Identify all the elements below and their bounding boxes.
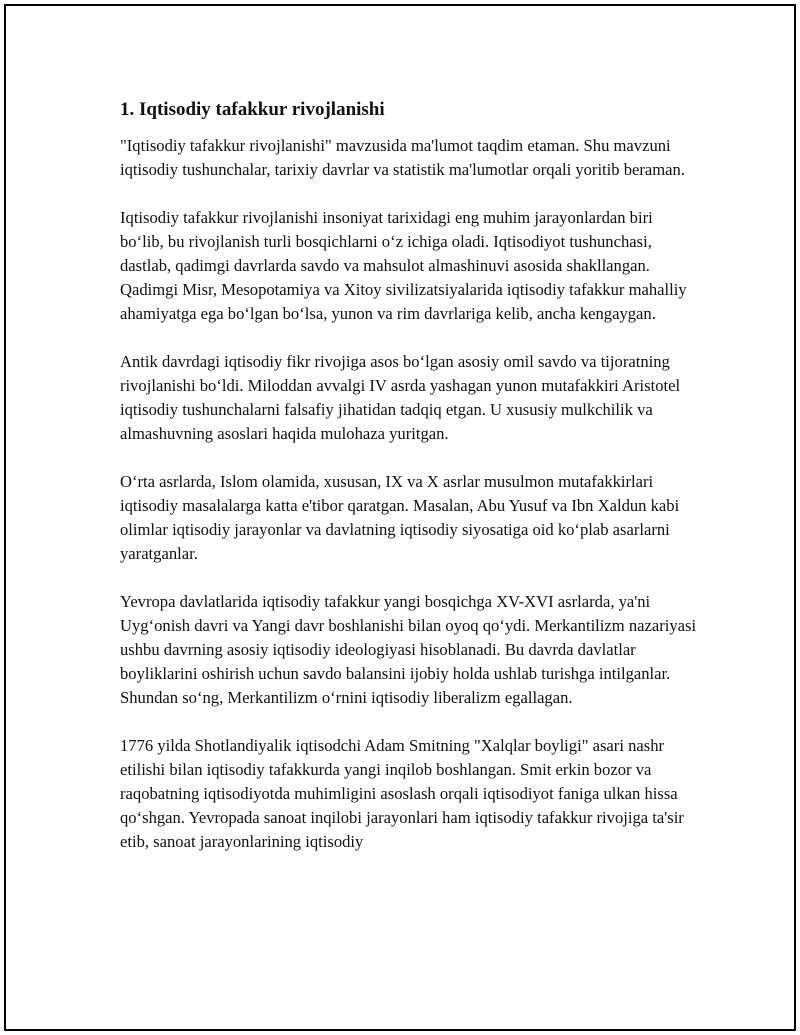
document-page [4,4,796,1031]
paragraph-ancient-history: Iqtisodiy tafakkur rivojlanishi insoniyat tarixidagi eng muhim jarayonlardan biri bo‘lib, bu rivojlanish turli bosqichlarni o‘z ichiga oladi. Iqtisodiyot tushunchasi, dastlab, qadimgi davrlarda savdo va mahsulot almashinuvi asosida shakllangan. Qadimgi Misr, Mesopotamiya va Xitoy sivilizatsiyalarida iqtisodiy tafakkur mahalliy ahamiyatga ega bo‘lgan bo‘lsa, yunon va rim davrlariga kelib, ancha kengaygan. [120,208,687,323]
paragraph-middle-ages: O‘rta asrlarda, Islom olamida, xususan, IX va X asrlar musulmon mutafakkirlari iqtisodiy masalalarga katta e'tibor qaratgan. Masalan, Abu Yusuf va Ibn Xaldun kabi olimlar iqtisodiy jarayonlar va davlatning iqtisodiy siyosatiga oid ko‘plab asarlarni yaratganlar. [120,472,680,563]
section-heading: 1. Iqtisodiy tafakkur rivojlanishi [120,99,385,120]
paragraph-mercantilism: Yevropa davlatlarida iqtisodiy tafakkur yangi bosqichga XV-XVI asrlarda, ya'ni Uyg‘onish davri va Yangi davr boshlanishi bilan oyoq qo‘ydi. Merkantilizm nazariyasi ushbu davrning asosiy iqtisodiy ideologiyasi hisoblanadi. Bu davrda davlatlar boyliklarini oshirish uchun savdo balansini ijobiy holda ushlab turishga intilganlar. Shundan so‘ng, Merkantilizm o‘rnini iqtisodiy liberalizm egallagan. [120,592,697,707]
paragraph-intro: "Iqtisodiy tafakkur rivojlanishi" mavzusida ma'lumot taqdim etaman. Shu mavzuni iqtisodiy tushunchalar, tarixiy davrlar va statistik ma'lumotlar orqali yoritib beraman. [120,136,685,179]
paragraph-adam-smith: 1776 yilda Shotlandiyalik iqtisodchi Adam Smitning "Xalqlar boyligi" asari nashr etilishi bilan iqtisodiy tafakkurda yangi inqilob boshlangan. Smit erkin bozor va raqobatning iqtisodiyotda muhimligini asoslash orqali iqtisodiyot faniga ulkan hissa qo‘shgan. Yevropada sanoat inqilobi jarayonlari ham iqtisodiy tafakkur rivojiga ta'sir etib, sanoat jarayonlarining iqtisodiy [120,736,684,851]
document-body [118,98,698,854]
paragraph-antiquity: Antik davrdagi iqtisodiy fikr rivojiga asos bo‘lgan asosiy omil savdo va tijoratning rivojlanishi bo‘ldi. Miloddan avvalgi IV asrda yashagan yunon mutafakkiri Aristotel iqtisodiy tushunchalarni falsafiy jihatidan tadqiq etgan. U xususiy mulkchilik va almashuvning asoslari haqida mulohaza yuritgan. [120,352,681,443]
